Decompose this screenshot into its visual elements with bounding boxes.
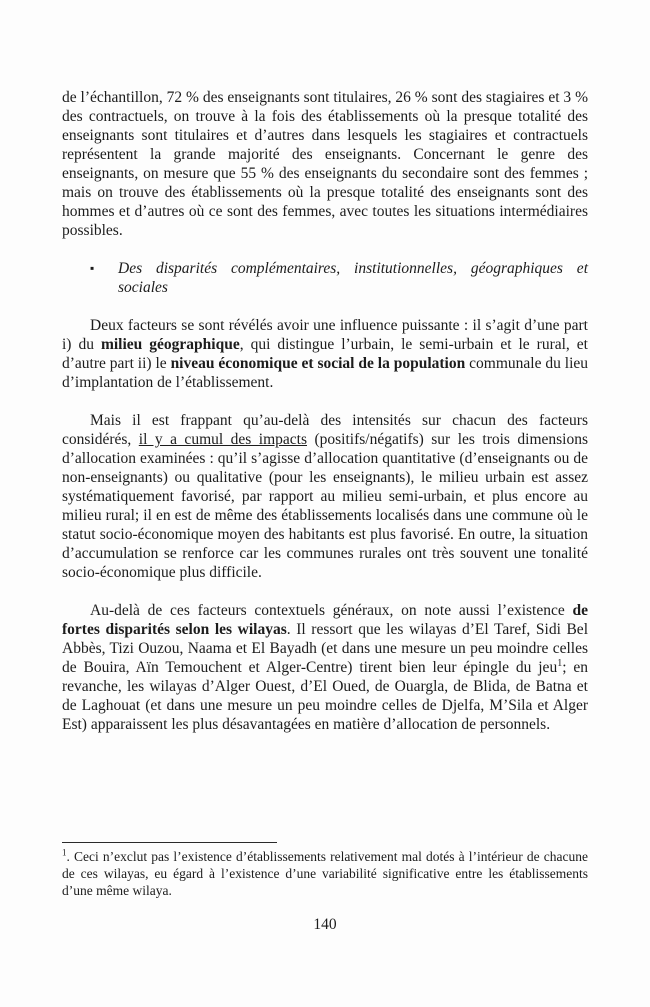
- paragraph-two-factors: [62, 316, 588, 392]
- paragraph-sample-teachers: [62, 88, 588, 240]
- text-segment: communale du lieu d’implantation de l’établissement.: [62, 355, 589, 391]
- footnote-area: [62, 842, 588, 899]
- text-segment: milieu géographique: [100, 336, 240, 353]
- text-segment: , qui distingue l’urbain, le semi-urbain et le rural, et d’autre part ii) le: [62, 336, 588, 372]
- bullet-heading-text: [118, 260, 588, 296]
- paragraph-wilayas-disparities: [62, 601, 588, 734]
- paragraph-cumul-impacts: [62, 411, 588, 582]
- footnote-ref-1: 1: [557, 657, 563, 669]
- footnote-text: [62, 848, 588, 899]
- text-segment: ; en revanche, les wilayas d’Alger Ouest, d’El Oued, de Ouargla, de Blida, de Batna et de Laghouat (et dans une mesure un peu moindre celles de Djelfa, M’Sila et Alger Est) apparaissent les plus désavantagées en matière d’allocation de personnels.: [62, 659, 589, 733]
- text-segment: . Ceci n’exclut pas l’existence d’établissements relativement mal dotés à l’intérieur de chacune de ces wilayas, eu égard à l’existence d’une variabilité significative entre les établissements d’une même wilaya.: [62, 849, 588, 898]
- text-segment: de fortes disparités selon les wilayas: [62, 602, 588, 638]
- page-body: [62, 88, 588, 753]
- text-segment: niveau économique et social de la population: [170, 355, 466, 372]
- text-segment: (positifs/négatifs) sur les trois dimensions d’allocation examinées : qu’il s’agisse d’allocation quantitative (d’enseignants ou de non-enseignants) ou qualitative (pour les enseignants), le milieu urbain est assez systématiquement favorisé, par rapport au milieu semi-urbain, et plus encore au milieu rural; il en est de même des établissements localisés dans une commune où le statut socio-économique moyen des habitants est plus favorisé. En outre, la situation d’accumulation se renforce car les communes rurales ont très souvent une tonalité socio-économique plus difficile.: [62, 431, 589, 581]
- bullet-square-icon: ▪: [90, 261, 95, 275]
- page-number: 140: [313, 916, 337, 933]
- footnote-marker-1: 1: [62, 847, 67, 858]
- text-segment: Des disparités complémentaires, institutionnelles, géographiques et sociales: [118, 260, 588, 296]
- footnote-separator-line: [62, 842, 277, 843]
- bullet-heading: [62, 259, 588, 297]
- text-segment: Deux facteurs se sont révélés avoir une influence puissante : il s’agit d’une part i) du: [62, 317, 588, 353]
- text-segment: Mais il est frappant qu’au-delà des intensités sur chacun des facteurs considérés,: [62, 412, 588, 448]
- text-segment: . Il ressort que les wilayas d’El Taref, Sidi Bel Abbès, Tizi Ouzou, Naama et El Bayadh (et dans une mesure un peu moindre celles de Bouira, Aïn Temouchent et Alger-Centre) tirent bien leur épingle du jeu: [62, 621, 588, 676]
- text-segment: Au-delà de ces facteurs contextuels généraux, on note aussi l’existence: [90, 602, 573, 619]
- text-segment: de l’échantillon, 72 % des enseignants sont titulaires, 26 % sont des stagiaires et 3 % des contractuels, on trouve à la fois des établissements où la presque totalité des enseignants sont titulaires et d’autres dans lesquels les stagiaires et contractuels représentent la grande majorité des enseignants. Concernant le genre des enseignants, on mesure que 55 % des enseignants du secondaire sont des femmes ; mais on trouve des établissements où la presque totalité des enseignants sont des hommes et d’autres où ce sont des femmes, avec toutes les situations intermédiaires possibles.: [62, 89, 588, 239]
- text-segment: il y a cumul des impacts: [138, 431, 307, 448]
